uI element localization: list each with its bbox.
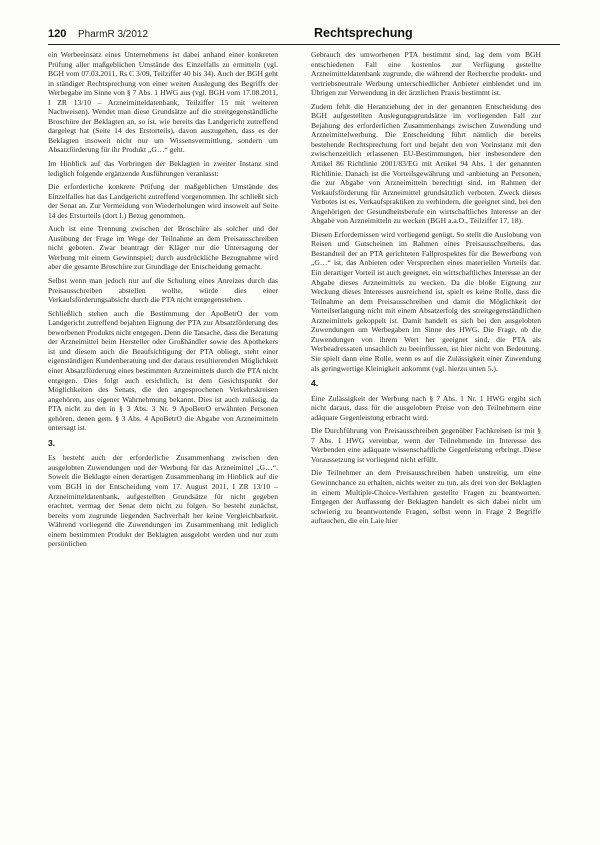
paragraph: Schließlich stehen auch die Bestimmung der ApoBetrO der vom Landgericht zutreffend bejahten Eignung der PTA zur Absatzförderung des beworbenen Produkts nicht entgegen. Denn die Tatsache, dass die Beratung der Arzneimittel beim Hersteller oder Großhändler sowie des Apothekers ist und diesem auch die Beaufsichtigung der PTA obliegt, steht einer eigenständigen Kundenberatung und der daraus resultierenden Möglichkeit einer Absatzförderung eines bestimmten Arzneimittels durch die PTA nicht entgegen. Dies folgt auch ersichtlich, ist dem Gesichtspunkt der Möglichkeiten des Senats, die den angesprochenen Verkehrskreisen angehören, aus eigener Wahrnehmung bekannt. Dies ist auch zulässig, da PTA nicht zu den in § 3 Abs. 3 Nr. 9 ApoBetrO erwähnten Personen gehören, denen gem. § 3 Abs. 4 ApoBetrO die Abgabe von Arzneimitteln untersagt ist. <box>48 308 278 433</box>
paragraph: Es besteht auch der erforderliche Zusammenhang zwischen den ausgelobten Zuwendungen und der Werbung für das Arzneimittel „G…“. Soweit die Beklagte einen derartigen Zusammenhang im Hinblick auf die vom BGH in der Entscheidung vom 17. August 2011, I ZR 13/10 – Arzneimitteldatenbank, aufgestellten Grundsätze für nicht gegeben erachtet, vermag der Senat dem nicht zu folgen. So besteht zunächst, bereits vom zugrunde liegenden Sachverhalt her keine Vergleichbarkeit. Während vorliegend die Zuwendungen im Zusammenhang mit lediglich einem bestimmten Produkt der Beklagten ausgelobt werden und nur zum persönlichen <box>48 453 278 549</box>
section-title: Rechtsprechung <box>314 26 413 40</box>
left-column <box>48 50 278 553</box>
paragraph: Die erforderliche konkrete Prüfung der maßgeblichen Umstände des Einzelfalles hat das Landgericht zutreffend vorgenommen. Ihr schließt sich der Senat an. Zur Vermeidung von Wiederholungen wird insoweit auf Seite 14 des Ersturteils (dort I.) Bezug genommen. <box>48 182 278 220</box>
paragraph: Zudem fehlt die Heranziehung der in der genannten Entscheidung des BGH aufgestellten Auslegungsgrundsätze im vorliegenden Fall zur Bejahung des erforderlichen Zusammenhangs zwischen Zuwendung und Arzneimittelwerbung. Die Entscheidung führt nämlich die bereits bestehende Rechtsprechung fort und bejaht den von Vorinstanz mit den zwischenzeitlich erlassenen EU-Bestimmungen, hier insbesondere den Artikel 86 Richtlinie 2001/83/EG mit Artikel 94 Abs. 1 der genannten Richtlinie. Danach ist die Vorteilsgewährung und -anbietung an Personen, die zur Abgabe von Arzneimitteln berechtigt sind, im Rahmen der Verkaufsförderung für Arzneimittel grundsätzlich verboten. Zweck dieses Verbotes ist es, Verkaufspraktiken zu verhindern, die geeignet sind, bei den Angehörigen der Gesundheitsberufe ein wirtschaftliches Interesse an der Abgabe von Arzneimitteln zu wecken (BGH a.a.O., Teilziffer 17, 18). <box>311 101 541 226</box>
paragraph: Im Hinblick auf das Vorbringen der Beklagten in zweiter Instanz sind lediglich folgende ergänzende Ausführungen veranlasst: <box>48 159 278 178</box>
right-column <box>311 50 541 530</box>
paragraph: ein Werbeeinsatz eines Unternehmens ist dabei anhand einer konkreten Prüfung aller maßgeblichen Umstände des Einzelfalls zu ermitteln (vgl. BGH vom 07.03.2011, Rs C 3/09, Teilziffer 40 bis 34). Auch der BGH geht in ständiger Rechtsprechung von einer weiten Auslegung des Begriffs der Werbegabe im Sinne von § 7 Abs. 1 HWG aus (vgl. BGH vom 17.08.2011, I ZR 13/10 – Arzneimitteldatenbank, Teilziffer 15 mit weiteren Nachweisen). Wendet man diese Grundsätze auf die streitgegenständliche Broschüre der Beklagten an, so ist, wie bereits das Landgericht zutreffend dargelegt hat (Seite 14 des Erstorteils), davon auszugehen, dass es der Beklagten insoweit nicht nur um Wissensvermittlung, sondern um Absatzförderung für ihr Produkt „G…“ geht. <box>48 50 278 155</box>
paragraph: Eine Zulässigkeit der Werbung nach § 7 Abs. 1 Nr. 1 HWG ergibt sich nicht daraus, dass für die ausgelobten Preise von den Teilnehmern eine adäquate Gegenleistung erbracht wird. <box>311 393 541 422</box>
page-header <box>48 28 560 45</box>
paragraph: Gebrauch des umworbenen PTA bestimmt sind, lag dem vom BGH entschiedenen Fall eine kostenlos zur Verfügung gestellte Arzneimitteldatenbank zugrunde, die während der Recherche produkt- und vertriebsneutrale Werbung unterschiedlicher Anbieter einblendet und im Übrigen zur Verwendung in der ärztlichen Praxis bestimmt ist. <box>311 50 541 98</box>
section-heading: 3. <box>48 437 56 448</box>
paragraph: Diesen Erfordernissen wird vorliegend genügt. So stellt die Auslobung von Reisen und Gutscheinen im Rahmen eines Preisausschreibens, das Bestandteil der an PTA gerichteten Fallprospektes für die Bewerbung von „G…“ ist, das Anbieten oder Versprechen eines materiellen Vorteils dar. Ein derartiger Vorteil ist auch geeignet, ein wirtschaftliches Interesse an der Abgabe dieses Arzneimittels zu wecken. Da die bloße Eignung zur Weckung dieses Interesses ausreichend ist, spielt es keine Rolle, dass die Teilnahme an dem Preisausschreiben und damit die Möglichkeit der Vorteilserlangung nicht mit einem Absatzerfolg des streitgegenständlichen Arzneimittels gekoppelt ist. Damit handelt es sich bei den ausgelobten Zuwendungen um Werbegaben im Sinne des HWG. Die Frage, ob die Zuwendungen von ihrem Wert her geeignet sind, die PTA als Werbeadressaten unsachlich zu beeinflussen, ist hier nicht von Bedeutung. Sie spielt dann eine Rolle, wenn es auf die Zulässigkeit einer Zuwendung als geringwertige Kleinigkeit ankommt (vgl. hierzu unten 5.). <box>311 229 541 373</box>
section-heading: 4. <box>311 378 319 389</box>
journal-title: PharmR 3/2012 <box>78 29 149 40</box>
paragraph: Auch ist eine Trennung zwischen der Broschüre als solcher und der Ausübung der Frage im Wege der Teilnahme an dem Preisausschreiben nicht geboten. Zwar beantragt der Kläger nur die Untersagung der Werbung mit einem Gewinnspiel; durch ausdrückliche Bezugnahme wird aber die gesamte Broschüre zur Grundlage der Entscheidung gemacht. <box>48 224 278 272</box>
paragraph: Die Teilnehmer an dem Preisausschreiben haben unstreitig, um eine Gewinnchance zu erhalten, nichts weiter zu tun, als drei von der Beklagten in einem Multiple-Choice-Verfahren gestellte Fragen zu beantworten. Entgegen der Auffassung der Beklagten handelt es sich dabei nicht um schwierig zu beantwortende Fragen, selbst wenn in Frage 2 Begriffe auftauchen, die ein Laie hier <box>311 468 541 526</box>
paragraph: Selbst wenn man jedoch nur auf die Schulung eines Anreizes durch das Preisausschreiben abstellen wollte, würde dies einer Verkaufsförderungsabsicht durch die PTA nicht entgegenstehen. <box>48 276 278 305</box>
page-number: 120 <box>48 28 67 40</box>
paragraph: Die Durchführung von Preisausschreiben gegenüber Fachkreisen ist mit § 7 Abs. 1 HWG vereinbar, wenn der Teilnehmende im Interesse des Werbenden eine adäquate wissenschaftliche Gegenleistung erbringt. Diese Voraussetzung ist vorliegend nicht erfüllt. <box>311 426 541 464</box>
